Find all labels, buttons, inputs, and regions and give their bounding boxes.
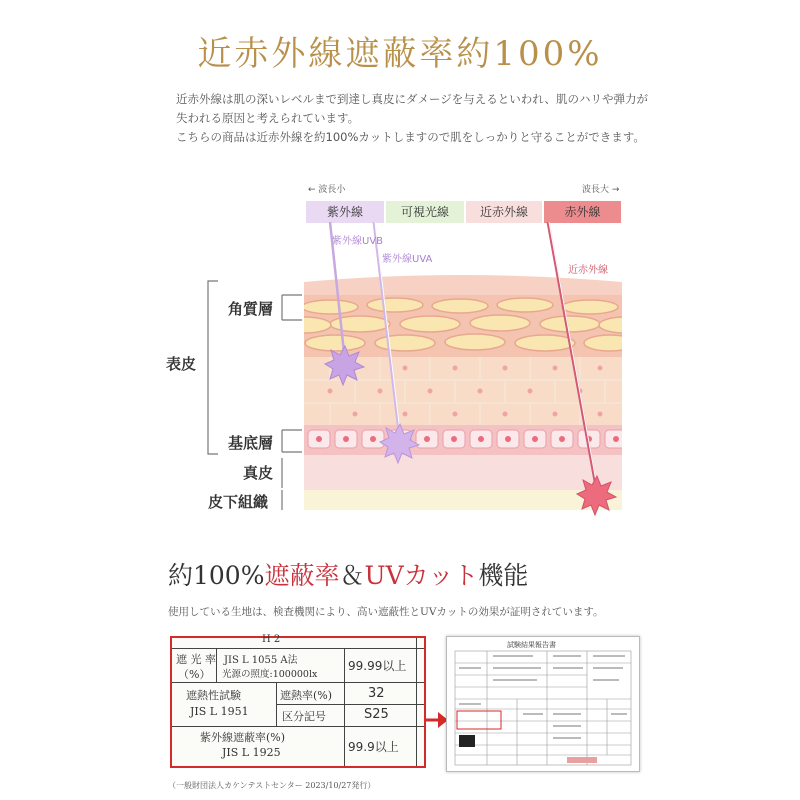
section2-part2: 遮蔽率 bbox=[264, 561, 340, 590]
document-body bbox=[447, 637, 639, 771]
table-r3-value: 99.9以上 bbox=[348, 740, 399, 754]
epidermis-label: 表皮 bbox=[166, 355, 197, 373]
table-r2a-name: 遮熱率(%) bbox=[280, 689, 333, 702]
document-title: 試験結果報告書 bbox=[507, 641, 556, 649]
table-header-mark: H 2 bbox=[262, 634, 281, 645]
test-report-document bbox=[446, 636, 640, 772]
nir-label: 近赤外線 bbox=[568, 265, 608, 276]
band-near-infrared: 近赤外線 bbox=[466, 201, 542, 223]
subcutis-layer bbox=[304, 490, 622, 510]
subcutis-label: 皮下組織 bbox=[208, 493, 269, 511]
dermis-layer bbox=[304, 455, 622, 490]
section2-subtitle: 使用している生地は、検査機関により、高い遮蔽性とUVカットの効果が証明されています。 bbox=[168, 606, 604, 618]
stratum-corneum-label: 角質層 bbox=[228, 300, 274, 318]
basal-layer-label: 基底層 bbox=[228, 434, 274, 452]
table-r2-label1: 遮熱性試験 bbox=[186, 689, 241, 702]
section2-part4: UVカット bbox=[364, 561, 479, 590]
table-r1-method2: 光源の照度:100000lx bbox=[222, 669, 318, 680]
section2-part3: ＆ bbox=[339, 561, 365, 590]
test-result-table bbox=[170, 636, 426, 768]
band-uv: 紫外線 bbox=[306, 201, 384, 223]
table-r3-label2: JIS L 1925 bbox=[222, 746, 281, 759]
table-r2-label2: JIS L 1951 bbox=[190, 705, 249, 718]
wavelength-small-label: ← 波長小 bbox=[308, 185, 346, 195]
band-infrared: 赤外線 bbox=[544, 201, 621, 223]
section2-title bbox=[168, 556, 528, 592]
intro-line-3: こちらの商品は近赤外線を約100%カットしますので肌をしっかりと守ることができます。 bbox=[176, 130, 645, 144]
table-r1-value: 99.99以上 bbox=[348, 659, 407, 673]
table-r2b-value: S25 bbox=[364, 707, 389, 722]
table-r1-label2: （%） bbox=[178, 668, 211, 681]
section2-part5: 機能 bbox=[478, 561, 529, 590]
table-r1-method1: JIS L 1055 A法 bbox=[224, 655, 298, 666]
uva-label: 紫外線UVA bbox=[382, 254, 433, 265]
page-title: 近赤外線遮蔽率約100% bbox=[197, 34, 603, 74]
uvb-label: 紫外線UVB bbox=[332, 236, 384, 247]
intro-line-1: 近赤外線は肌の深いレベルまで到達し真皮にダメージを与えるといわれ、肌のハリや弾力が bbox=[176, 92, 648, 106]
table-r1-label1: 遮 光 率 bbox=[176, 653, 216, 666]
section2-part1: 約100% bbox=[168, 561, 265, 590]
table-r2b-name: 区分記号 bbox=[282, 710, 326, 723]
table-r3-label1: 紫外線遮蔽率(%) bbox=[200, 731, 286, 744]
table-r2a-value: 32 bbox=[368, 686, 385, 701]
intro-line-2: 失われる原因と考えられています。 bbox=[176, 111, 360, 125]
band-visible: 可視光線 bbox=[386, 201, 464, 223]
dermis-label: 真皮 bbox=[243, 464, 274, 482]
wavelength-large-label: 波長大 → bbox=[582, 185, 620, 195]
footer-note: （一般財団法人カケンテストセンター 2023/10/27発行） bbox=[168, 781, 376, 790]
